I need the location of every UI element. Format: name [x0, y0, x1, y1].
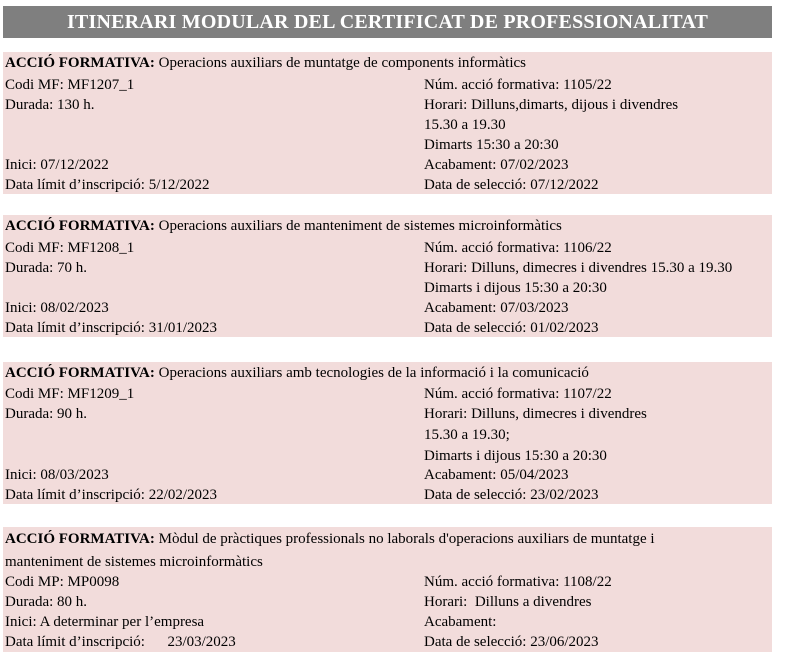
accio-formativa-line: [5, 53, 526, 73]
horari-line-1: Horari: Dilluns, dimecres i divendres: [424, 406, 647, 422]
codi-mf: Codi MF: MF1209_1: [5, 386, 135, 402]
page-title: ITINERARI MODULAR DEL CERTIFICAT DE PROFESSIONALITAT: [3, 6, 772, 38]
horari-line-2: Dimarts i dijous 15:30 a 20:30: [424, 280, 607, 296]
data-limit-inscripcio: Data límit d’inscripció: 31/01/2023: [5, 320, 218, 336]
horari-line-2: 15.30 a 19.30: [424, 117, 506, 133]
accio-formativa-line: [5, 529, 655, 549]
course-block-3: [3, 362, 772, 504]
accio-formativa-title: Operacions auxiliars de manteniment de sistemes microinformàtics: [158, 218, 562, 234]
accio-formativa-line: [5, 216, 562, 236]
horari-line-1: Horari: Dilluns a divendres: [424, 594, 592, 610]
num-accio-formativa: Núm. acció formativa: 1105/22: [424, 77, 612, 93]
codi-mp: Codi MP: MP0098: [5, 574, 120, 590]
course-block-4: [3, 527, 772, 652]
inici: Inici: A determinar per l’empresa: [5, 614, 205, 630]
codi-mf: Codi MF: MF1207_1: [5, 77, 135, 93]
accio-formativa-label: ACCIÓ FORMATIVA:: [5, 531, 155, 547]
accio-formativa-line: [5, 363, 589, 383]
acabament: Acabament:: [424, 614, 497, 630]
data-seleccio: Data de selecció: 23/02/2023: [424, 487, 599, 503]
codi-mf: Codi MF: MF1208_1: [5, 240, 135, 256]
data-seleccio: Data de selecció: 07/12/2022: [424, 177, 599, 193]
course-block-1: [3, 52, 772, 194]
data-limit-inscripcio: Data límit d’inscripció: 5/12/2022: [5, 177, 210, 193]
data-seleccio: Data de selecció: 23/06/2023: [424, 634, 599, 650]
durada: Durada: 130 h.: [5, 97, 95, 113]
num-accio-formativa: Núm. acció formativa: 1108/22: [424, 574, 612, 590]
inici: Inici: 07/12/2022: [5, 157, 109, 173]
durada: Durada: 70 h.: [5, 260, 88, 276]
horari-line-1: Horari: Dilluns,dimarts, dijous i divendres: [424, 97, 679, 113]
horari-line-1: Horari: Dilluns, dimecres i divendres 15.30 a 19.30: [424, 260, 733, 276]
acabament: Acabament: 07/02/2023: [424, 157, 569, 173]
data-seleccio: Data de selecció: 01/02/2023: [424, 320, 599, 336]
num-accio-formativa: Núm. acció formativa: 1106/22: [424, 240, 612, 256]
accio-formativa-title-cont: manteniment de sistemes microinformàtics: [5, 554, 263, 570]
acabament: Acabament: 07/03/2023: [424, 300, 569, 316]
accio-formativa-title: Operacions auxiliars amb tecnologies de la informació i la comunicació: [158, 365, 589, 381]
horari-line-3: Dimarts i dijous 15:30 a 20:30: [424, 448, 607, 464]
accio-formativa-label: ACCIÓ FORMATIVA:: [5, 365, 155, 381]
data-limit-inscripcio: Data límit d’inscripció: 23/03/2023: [5, 634, 236, 650]
inici: Inici: 08/02/2023: [5, 300, 109, 316]
horari-line-3: Dimarts 15:30 a 20:30: [424, 137, 559, 153]
inici: Inici: 08/03/2023: [5, 467, 109, 483]
accio-formativa-title: Mòdul de pràctiques professionals no laborals d'operacions auxiliars de muntatge i: [158, 531, 655, 547]
num-accio-formativa: Núm. acció formativa: 1107/22: [424, 386, 612, 402]
accio-formativa-label: ACCIÓ FORMATIVA:: [5, 218, 155, 234]
course-block-2: [3, 215, 772, 337]
durada: Durada: 90 h.: [5, 406, 88, 422]
accio-formativa-label: ACCIÓ FORMATIVA:: [5, 55, 155, 71]
horari-line-2: 15.30 a 19.30;: [424, 427, 510, 443]
accio-formativa-title: Operacions auxiliars de muntatge de components informàtics: [158, 55, 527, 71]
durada: Durada: 80 h.: [5, 594, 88, 610]
acabament: Acabament: 05/04/2023: [424, 467, 569, 483]
data-limit-inscripcio: Data límit d’inscripció: 22/02/2023: [5, 487, 218, 503]
